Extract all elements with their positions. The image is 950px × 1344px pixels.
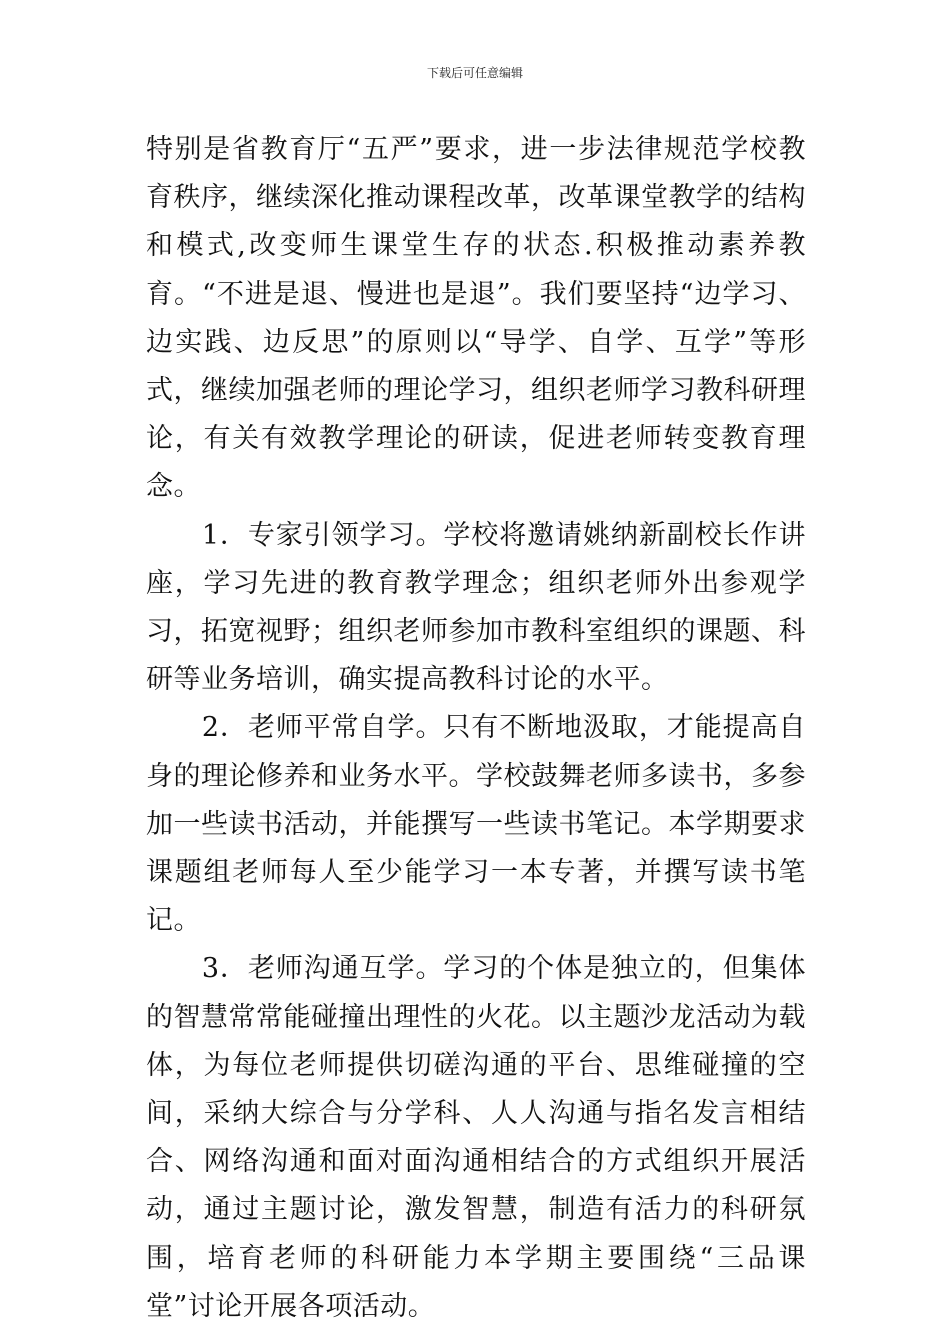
paragraph-expert-led-study: 1．专家引领学习。学校将邀请姚纳新副校长作讲座，学习先进的教育教学理念；组织老师外出参观学习，拓宽视野；组织老师参加市教科室组织的课题、科研等业务培训，确实提高教科讨论的水平。 [146, 519, 806, 696]
document-body [146, 126, 806, 1331]
paragraph-intro: 特别是省教育厅“五严”要求，进一步法律规范学校教育秩序，继续深化推动课程改革，改革课堂教学的结构和模式,改变师生课堂生存的状态.积极推动素养教育。“不进是退、慢进也是退”。我们要坚持“边学习、边实践、边反思”的原则以“导学、自学、互学”等形式，继续加强老师的理论学习，组织老师学习教科研理论，有关有效教学理论的研读，促进老师转变教育理念。 [146, 134, 806, 503]
page-header: 下载后可任意编辑 [426, 66, 523, 80]
paragraph-teacher-mutual-study: 3．老师沟通互学。学习的个体是独立的，但集体的智慧常常能碰撞出理性的火花。以主题沙龙活动为载体，为每位老师提供切磋沟通的平台、思维碰撞的空间，采纳大综合与分学科、人人沟通与指名发言相结合、网络沟通和面对面沟通相结合的方式组织开展活动，通过主题讨论，激发智慧，制造有活力的科研氛围，培育老师的科研能力本学期主要围绕“三品课堂”讨论开展各项活动。 [146, 953, 806, 1322]
paragraph-teacher-self-study: 2．老师平常自学。只有不断地汲取，才能提高自身的理论修养和业务水平。学校鼓舞老师多读书，多参加一些读书活动，并能撰写一些读书笔记。本学期要求课题组老师每人至少能学习一本专著，并撰写读书笔记。 [146, 712, 806, 937]
